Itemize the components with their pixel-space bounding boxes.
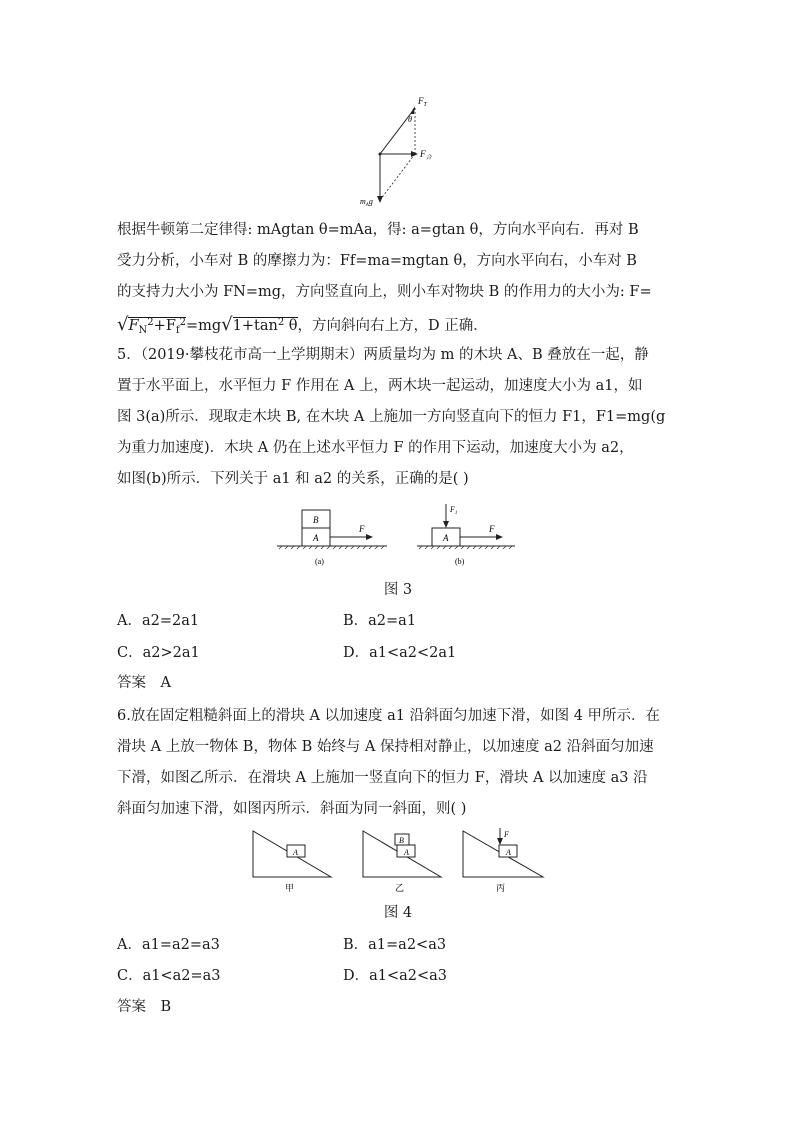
q6-line-1: 6.放在固定粗糙斜面上的滑块 A 以加速度 a1 沿斜面匀加速下滑，如图 4 甲所示．在 — [117, 708, 661, 724]
figure-4 — [245, 826, 550, 898]
caption-a: (a) — [315, 557, 324, 566]
q6-option-c: C．a1<a2=a3 — [117, 968, 221, 984]
q6-line-2: 滑块 A 上放一物体 B，物体 B 始终与 A 保持相对静止，以加速度 a2 沿斜面匀加速 — [117, 739, 654, 755]
solution-line-1: 根据牛顿第二定律得: mAgtan θ=mAa，得: a=gtan θ，方向水平向右．再对 B — [117, 222, 639, 238]
q5-option-d: D．a1<a2<2a1 — [343, 645, 457, 661]
q5-line-2: 置于水平面上，水平恒力 F 作用在 A 上，两木块一起运动，加速度大小为 a1，如 — [117, 378, 643, 394]
tension-arrowhead — [410, 106, 415, 114]
caption-bing: 丙 — [496, 883, 506, 893]
q5-option-b: B．a2=a1 — [343, 613, 417, 629]
label-f1: $F_1$ — [450, 505, 458, 516]
solution-line-2: 受力分析，小车对 B 的摩擦力为：Ff=ma=mgtan θ，方向水平向右，小车对 B — [117, 253, 637, 269]
label-f-bing: F — [504, 830, 509, 839]
q6-option-d: D．a1<a2<a3 — [343, 968, 448, 984]
label-mag: $m_Ag$ — [360, 197, 373, 207]
caption-jia: 甲 — [285, 883, 295, 893]
solution-line-3: 的支持力大小为 FN=mg，方向竖直向上，则小车对物块 B 的作用力的大小为: F= — [117, 284, 652, 300]
label-a-bing: A — [506, 848, 511, 857]
q6-answer: 答案 B — [117, 999, 172, 1015]
figure-3a — [277, 510, 387, 566]
q5-line-3: 图 3(a)所示．现取走木块 B, 在木块 A 上施加一方向竖直向下的恒力 F1，F1=mg(g — [117, 409, 666, 425]
label-ft: $F_T$ — [418, 96, 427, 108]
figure-4-yi — [363, 831, 441, 893]
figure-3 — [275, 502, 525, 572]
q6-option-a: A．a1=a2=a3 — [117, 937, 220, 953]
figure-3-caption: 图 3 — [383, 582, 413, 598]
figure-4-jia — [253, 831, 331, 893]
figure-4-bing — [463, 828, 543, 893]
q6-line-3: 下滑，如图乙所示．在滑块 A 上施加一竖直向下的恒力 F，滑块 A 以加速度 a3 沿 — [117, 770, 648, 786]
caption-yi: 乙 — [395, 883, 405, 893]
origin-point — [379, 153, 382, 156]
label-f-b: F — [489, 524, 495, 534]
q5-option-c: C．a2>2a1 — [117, 645, 200, 661]
label-a-b: A — [443, 533, 449, 543]
q6-option-b: B．a1=a2<a3 — [343, 937, 447, 953]
q5-line-1: 5．（2019·攀枝花市高一上学期期末）两质量均为 m 的木块 A、B 叠放在一起，静 — [117, 347, 649, 363]
figure-4-caption: 图 4 — [383, 905, 413, 921]
q5-option-a: A．a2=2a1 — [117, 613, 200, 629]
label-theta: θ — [408, 115, 412, 124]
figure-3b — [417, 504, 515, 566]
caption-b: (b) — [455, 557, 465, 566]
label-fnet: $F_合$ — [420, 149, 432, 161]
force-diagram — [350, 92, 450, 207]
label-a-yi: A — [404, 848, 409, 857]
q6-line-4: 斜面匀加速下滑，如图丙所示．斜面为同一斜面，则( ) — [117, 801, 467, 817]
q5-answer: 答案 A — [117, 675, 171, 691]
q5-line-4: 为重力加速度)．木块 A 仍在上述水平恒力 F 的作用下运动，加速度大小为 a2， — [117, 440, 634, 456]
label-f: F — [359, 524, 365, 534]
q5-line-5: 如图(b)所示．下列关于 a1 和 a2 的关系，正确的是( ) — [117, 471, 469, 487]
dashed-diagonal — [380, 154, 415, 200]
label-b-yi: B — [399, 836, 404, 845]
label-a: A — [313, 533, 319, 543]
label-a-jia: A — [293, 848, 298, 857]
solution-line-4: $√F_N^2+F_f^2=mg√1+\tan^2$ θ，方向斜向右上方，D 正确． — [117, 314, 488, 336]
label-b: B — [313, 515, 319, 525]
